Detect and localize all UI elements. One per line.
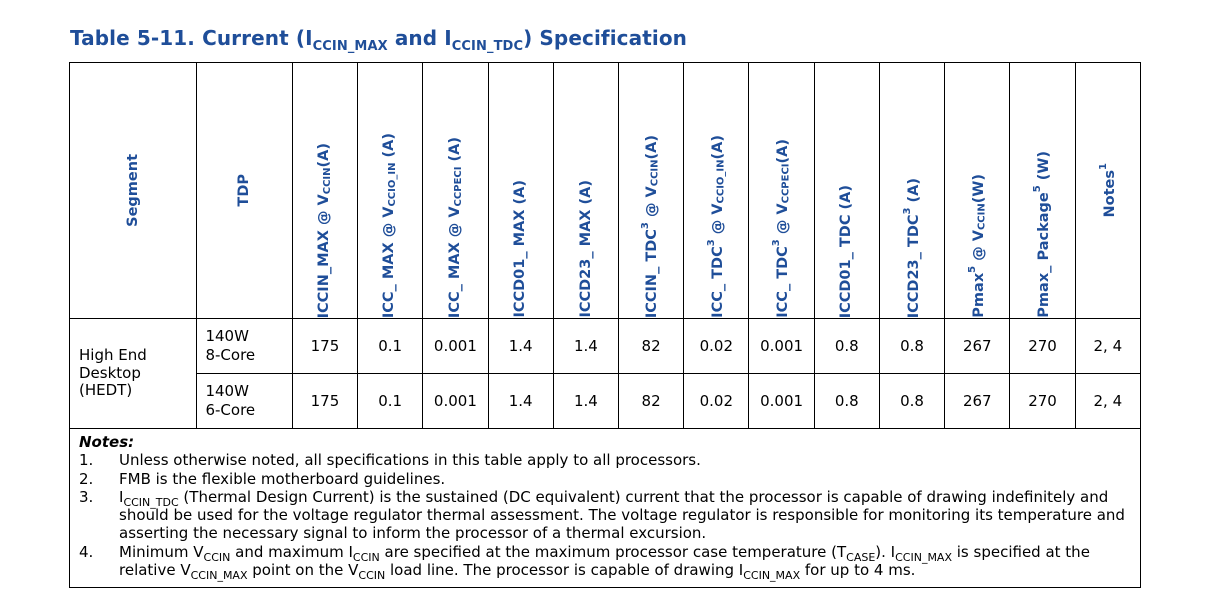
col-header-icc-tdc-vccpeci: ICC_ TDC$^3$ @ $V_{CCPECI}(A)$ bbox=[749, 63, 814, 319]
segment-cell: High End Desktop (HEDT) bbox=[70, 319, 197, 429]
table-cell: 270 bbox=[1010, 319, 1075, 374]
table-cell: 0.02 bbox=[684, 319, 749, 374]
col-header-iccd23-tdc: ICCD23_ TDC$^3$ (A) bbox=[879, 63, 944, 319]
col-header-icc-tdc-vccio: ICC_ TDC$^3$ @ $V_{CCIO\_IN}(A)$ bbox=[684, 63, 749, 319]
tdp-cell: 140W 6-Core bbox=[197, 374, 292, 429]
col-header-iccd01-tdc: ICCD01_ TDC (A) bbox=[814, 63, 879, 319]
header-row bbox=[70, 63, 1141, 319]
note-3: 3. $I_{CCIN\_TDC}$ (Thermal Design Current) is the sustained (DC equivalent) current that the processor is capable of drawing indefinitely and should be used for the voltage regulator thermal assessment. The voltage regulator is responsible for monitoring its temperature and asserting the necessary signal to inform the processor of a thermal excursion. bbox=[79, 487, 1125, 543]
table-row bbox=[70, 319, 1141, 374]
table-cell: 270 bbox=[1010, 374, 1075, 429]
table-cell: 82 bbox=[618, 319, 683, 374]
col-header-pmax-package: Pmax_ Package$^5$ (W) bbox=[1010, 63, 1075, 319]
table-cell: 0.02 bbox=[684, 374, 749, 429]
table-cell: 2, 4 bbox=[1075, 319, 1140, 374]
col-header-iccin-tdc: ICCIN_ TDC$^3$ @ $V_{CCIN}(A)$ bbox=[618, 63, 683, 319]
notes-row bbox=[70, 429, 1141, 588]
col-header-notes: Notes$^1$ bbox=[1075, 63, 1140, 319]
table-cell: 0.8 bbox=[814, 319, 879, 374]
table-cell: 175 bbox=[292, 374, 357, 429]
table-cell: 0.001 bbox=[423, 374, 488, 429]
table-cell: 82 bbox=[618, 374, 683, 429]
note-1: 1. Unless otherwise noted, all specifications in this table apply to all processors. bbox=[79, 451, 701, 470]
notes-section bbox=[70, 429, 1141, 588]
table-cell: 1.4 bbox=[553, 374, 618, 429]
table-cell: 0.001 bbox=[749, 374, 814, 429]
table-cell: 0.8 bbox=[814, 374, 879, 429]
table-cell: 267 bbox=[945, 319, 1010, 374]
col-header-iccin-max: ICCIN_MAX @ $V_{CCIN}(A)$ bbox=[292, 63, 357, 319]
col-header-pmax-vccin: Pmax$^5$ @ $V_{CCIN}(W)$ bbox=[945, 63, 1010, 319]
col-header-iccd01-max: ICCD01_ MAX (A) bbox=[488, 63, 553, 319]
table-cell: 0.8 bbox=[879, 319, 944, 374]
table-cell: 1.4 bbox=[488, 319, 553, 374]
current-spec-table bbox=[69, 62, 1141, 588]
col-header-tdp: TDP bbox=[197, 63, 292, 319]
tdp-cell: 140W 8-Core bbox=[197, 319, 292, 374]
table-cell: 0.1 bbox=[358, 374, 423, 429]
table-title: Table 5-11. Current ($I_{CCIN\_MAX}$ and $I_{CCIN\_TDC}$) Specification bbox=[70, 26, 687, 54]
table-cell: 2, 4 bbox=[1075, 374, 1140, 429]
table-cell: 175 bbox=[292, 319, 357, 374]
col-header-icc-max-vccpeci: ICC_ MAX @ $V_{CCPECI}$ (A) bbox=[423, 63, 488, 319]
table-cell: 1.4 bbox=[488, 374, 553, 429]
col-header-iccd23-max: ICCD23_ MAX (A) bbox=[553, 63, 618, 319]
table-cell: 1.4 bbox=[553, 319, 618, 374]
table-cell: 0.1 bbox=[358, 319, 423, 374]
table-cell: 0.8 bbox=[879, 374, 944, 429]
col-header-icc-max-vccio: ICC_ MAX @ $V_{CCIO\_IN}$ (A) bbox=[358, 63, 423, 319]
table-cell: 0.001 bbox=[423, 319, 488, 374]
table-row bbox=[70, 374, 1141, 429]
col-header-segment: Segment bbox=[70, 63, 197, 319]
note-4: 4. Minimum $V_{CCIN}$ and maximum $I_{CCIN}$ are specified at the maximum processor case temperature $(T_{CASE})$. $I_{CCIN\_MAX}$ is specified at the relative $V_{CCIN\_MAX}$ point on the $V_{CCIN}$ load line. The processor is capable of drawing $I_{CCIN\_MAX}$ for up to 4 ms. bbox=[79, 542, 1090, 583]
table-cell: 0.001 bbox=[749, 319, 814, 374]
notes-title: Notes: bbox=[79, 433, 135, 451]
table-cell: 267 bbox=[945, 374, 1010, 429]
note-2: 2. FMB is the flexible motherboard guidelines. bbox=[79, 469, 446, 488]
